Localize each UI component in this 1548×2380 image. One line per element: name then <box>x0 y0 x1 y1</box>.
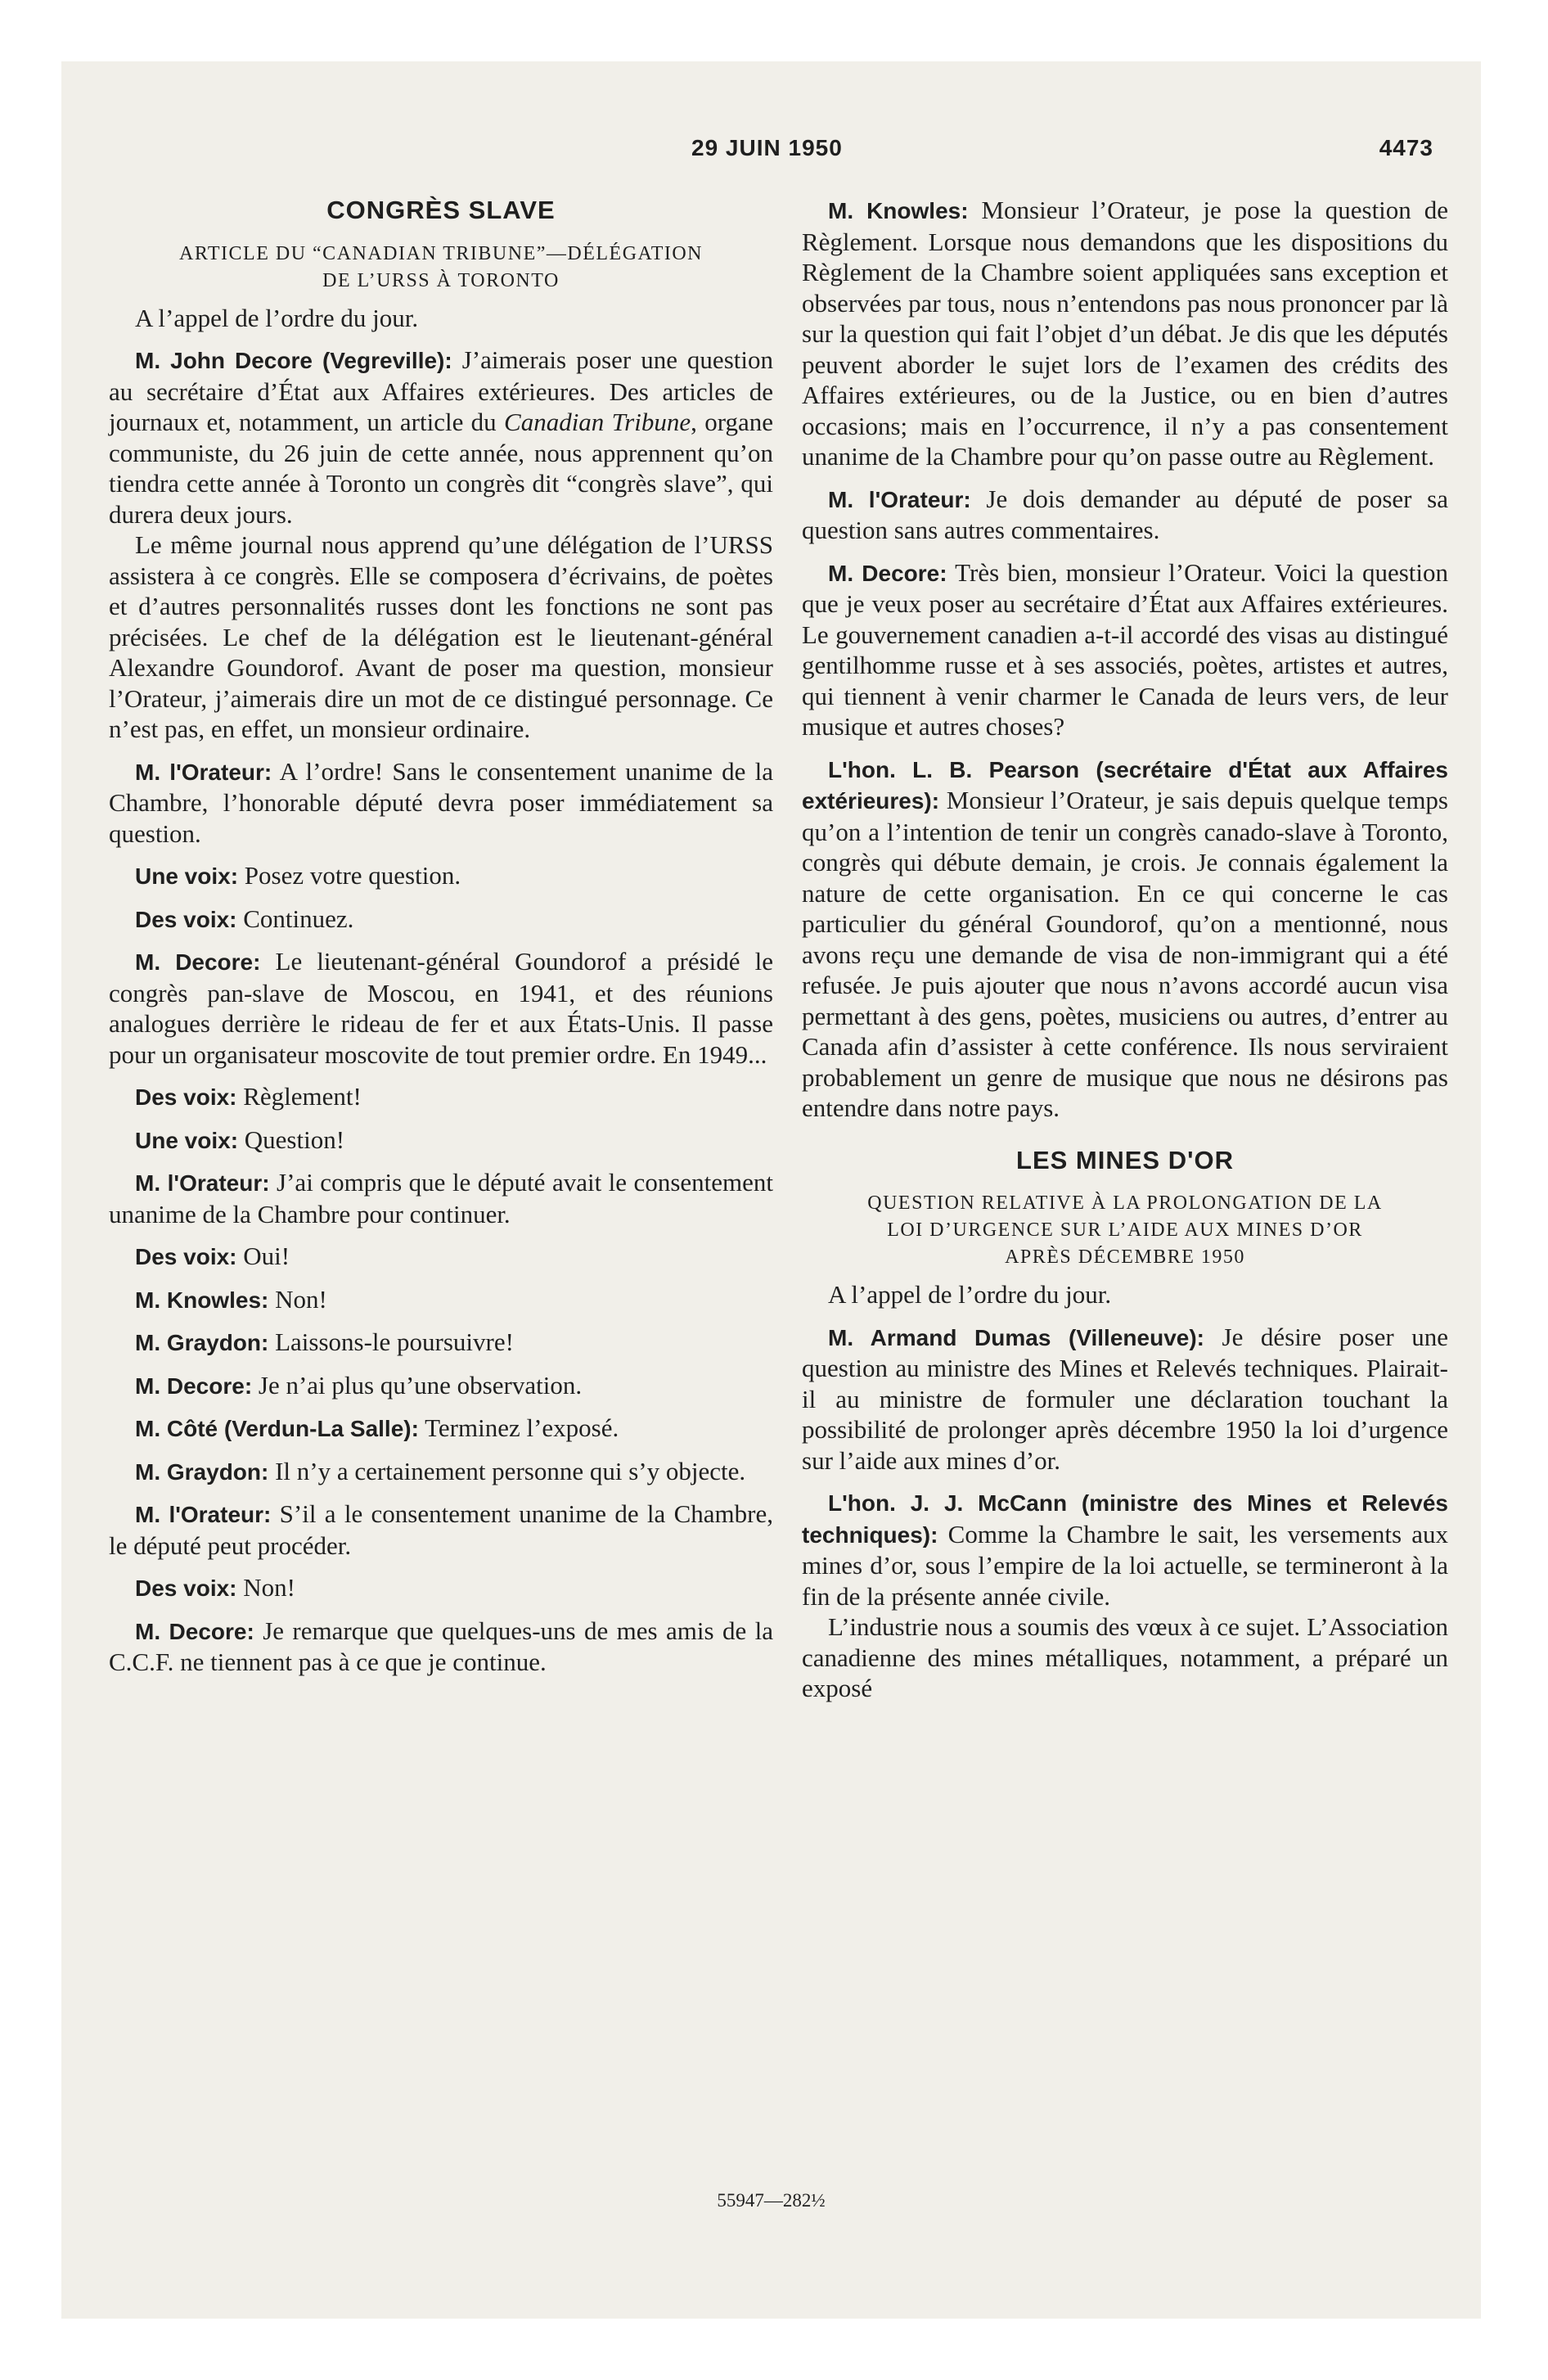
paragraph-decore-1: M. John Decore (Vegreville): J’aimerais poser une question au secrétaire d’État aux Affaires extérieures. Des articles de journaux et, notamment, un article du Canadian Tribune, organe communiste, du 26 juin de cette année, nous apprennent qu’on tiendra cette année à Toronto un congrès dit “congrès slave”, qui durera deux jours. <box>109 345 773 529</box>
paragraph-knowles-2: M. Knowles: Monsieur l’Orateur, je pose la question de Règlement. Lorsque nous demandons que les dispositions du Règlement de la Chambre soient appliquées sans exception et observées par tous, nous n’entendons pas nous prononcer par là sur la question qui fait l’objet d’un débat. Je dis que les députés peuvent aborder le sujet lors de l’examen des crédits des Affaires extérieures, ou de la Justice, ou en bien d’autres occasions; mais en l’occurrence, il n’y a pas consentement unanime de la Chambre pour qu’on passe outre au Règlement. <box>802 196 1448 471</box>
paragraph-decore-3: M. Decore: Je n’ai plus qu’une observation. <box>135 1370 583 1400</box>
paragraph-graydon-1: M. Graydon: Laissons-le poursuivre! <box>135 1327 514 1356</box>
speaker-name: M. Decore: <box>135 1373 253 1399</box>
speaker-name: M. Decore: <box>828 560 947 586</box>
print-code: 55947—282½ <box>717 2190 826 2211</box>
section-subtitle-line-3: APRÈS DÉCEMBRE 1950 <box>1005 1246 1245 1268</box>
paragraph-voix-4: Une voix: Question! <box>135 1125 345 1154</box>
section-title-congres-slave: CONGRÈS SLAVE <box>326 196 556 224</box>
document-page <box>61 61 1481 2319</box>
speaker-name: M. l'Orateur: <box>135 1170 270 1196</box>
speaker-name: M. Graydon: <box>135 1458 269 1485</box>
paragraph-decore-5: M. Decore: Très bien, monsieur l’Orateur. Voici la question que je veux poser au secrétaire d’État aux Affaires extérieures. Le gouvernement canadien a-t-il accordé des visas au distingué gentilhomme russe et à ses associés, poètes, artistes et autres, qui tiennent à venir charmer le Canada de leurs vers, de leur musique et autres choses? <box>802 557 1448 741</box>
speaker-name: Une voix: <box>135 863 239 889</box>
speaker-name: M. John Decore (Vegreville): <box>135 348 452 373</box>
paragraph-orateur-4: M. l'Orateur: Je dois demander au député de poser sa question sans autres commentaires. <box>802 484 1448 544</box>
speaker-name: M. Decore: <box>135 1618 254 1644</box>
page-date: 29 JUIN 1950 <box>691 135 843 160</box>
paragraph-graydon-2: M. Graydon: Il n’y a certainement personne qui s’y objecte. <box>135 1456 746 1485</box>
section-subtitle-line-2: DE L’URSS À TORONTO <box>322 269 560 291</box>
paragraph-voix-5: Des voix: Oui! <box>135 1242 290 1270</box>
paragraph-orateur-3: M. l'Orateur: S’il a le consentement unanime de la Chambre, le député peut procéder. <box>109 1499 773 1560</box>
paragraph-voix-3: Des voix: Règlement! <box>135 1082 362 1111</box>
paragraph-decore-4: M. Decore: Je remarque que quelques-uns de mes amis de la C.C.F. ne tiennent pas à ce que je continue. <box>109 1616 773 1676</box>
speaker-name: Des voix: <box>135 906 237 932</box>
speaker-name: L'hon. L. B. Pearson (secrétaire d'État aux Affaires extérieures): <box>802 756 1448 814</box>
speaker-name: M. Knowles: <box>135 1287 269 1313</box>
left-column <box>109 195 773 1678</box>
speaker-name: Des voix: <box>135 1084 237 1110</box>
paragraph-cote: M. Côté (Verdun-La Salle): Terminez l’exposé. <box>135 1413 619 1442</box>
paragraph-voix-2: Des voix: Continuez. <box>135 904 354 933</box>
paragraph-voix-6: Des voix: Non! <box>135 1573 295 1602</box>
speaker-name: M. Graydon: <box>135 1330 269 1355</box>
paragraph-dumas: M. Armand Dumas (Villeneuve): Je désire poser une question au ministre des Mines et Relevés techniques. Plairait-il au ministre de formuler une déclaration touchant la possibilité de prolonger après décembre 1950 la loi d’urgence sur l’aide aux mines d’or. <box>802 1322 1448 1475</box>
speaker-name: M. l'Orateur: <box>135 1502 272 1527</box>
newspaper-title: Canadian Tribune <box>504 408 691 436</box>
speaker-name: M. l'Orateur: <box>828 486 971 512</box>
section-subtitle-line-2: LOI D’URGENCE SUR L’AIDE AUX MINES D’OR <box>887 1219 1363 1241</box>
paragraph-knowles-1: M. Knowles: Non! <box>135 1284 327 1314</box>
paragraph-pearson: L'hon. L. B. Pearson (secrétaire d'État aux Affaires extérieures): Monsieur l’Orateur, je sais depuis quelque temps qu’on a l’intention de tenir un congrès canado-slave à Toronto, congrès qui débute demain, je crois. Je connais également la nature de cette organisation. En ce qui concerne le cas particulier du général Goundorof, qu’on a mentionné, nous avons reçu une demande de visa de non-immigrant qui a été refusée. Je puis ajouter que nous n’avons accordé aucun visa permettant à des gens, poètes, musiciens ou autres, d’entrer au Canada afin d’assister à cette conférence. Ils nous serviraient probablement un genre de musique que nous ne désirons pas entendre dans notre pays. <box>802 756 1448 1122</box>
paragraph-decore-2: M. Decore: Le lieutenant-général Goundorof a présidé le congrès pan-slave de Moscou, en 1941, et des réunions analogues derrière le rideau de fer et aux États-Unis. Il passe pour un organisateur moscovite de tout premier ordre. En 1949... <box>109 947 773 1069</box>
order-of-the-day: A l’appel de l’ordre du jour. <box>135 303 419 332</box>
paragraph-voix-1: Une voix: Posez votre question. <box>135 861 461 890</box>
order-of-the-day: A l’appel de l’ordre du jour. <box>828 1280 1112 1309</box>
section-subtitle-line-1: ARTICLE DU “CANADIAN TRIBUNE”—DÉLÉGATION <box>178 242 704 264</box>
speaker-name: L'hon. J. J. McCann (ministre des Mines et Relevés techniques): <box>802 1490 1448 1548</box>
paragraph-orateur-1: M. l'Orateur: A l’ordre! Sans le consentement unanime de la Chambre, l’honorable député devra poser immédiatement sa question. <box>109 756 773 848</box>
speaker-name: Une voix: <box>135 1127 239 1153</box>
paragraph-decore-1b: Le même journal nous apprend qu’une délégation de l’URSS assistera à ce congrès. Elle se composera d’écrivains, de poètes et d’autres personnalités russes dont les fonctions ne sont pas précisées. Le chef de la délégation est le lieutenant-général Alexandre Goundorof. Avant de poser ma question, monsieur l’Orateur, j’aimerais dire un mot de ce distingué personnage. Ce n’est pas, en effet, un monsieur ordinaire. <box>109 530 773 743</box>
speaker-name: M. l'Orateur: <box>135 759 272 785</box>
paragraph-mccann-2: L’industrie nous a soumis des vœux à ce sujet. L’Association canadienne des mines métalliques, notamment, a préparé un exposé <box>802 1612 1448 1702</box>
speaker-name: M. Knowles: <box>828 198 969 223</box>
paragraph-orateur-2: M. l'Orateur: J’ai compris que le député avait le consentement unanime de la Chambre pour continuer. <box>109 1168 773 1228</box>
speaker-name: Des voix: <box>135 1575 237 1601</box>
speaker-name: Des voix: <box>135 1244 237 1269</box>
page-number: 4473 <box>1379 135 1433 160</box>
speaker-name: M. Armand Dumas (Villeneuve): <box>828 1324 1204 1350</box>
section-subtitle-line-1: QUESTION RELATIVE À LA PROLONGATION DE LA <box>867 1192 1383 1214</box>
speaker-name: M. Decore: <box>135 949 261 975</box>
section-title-mines-or: LES MINES D'OR <box>1016 1145 1234 1174</box>
paragraph-mccann: L'hon. J. J. McCann (ministre des Mines et Relevés techniques): Comme la Chambre le sait, les versements aux mines d’or, sous l’empire de la loi actuelle, se termineront à la fin de la présente année civile. <box>802 1490 1448 1611</box>
right-column <box>802 195 1448 1704</box>
speaker-name: M. Côté (Verdun-La Salle): <box>135 1416 419 1441</box>
running-header <box>61 135 1481 176</box>
